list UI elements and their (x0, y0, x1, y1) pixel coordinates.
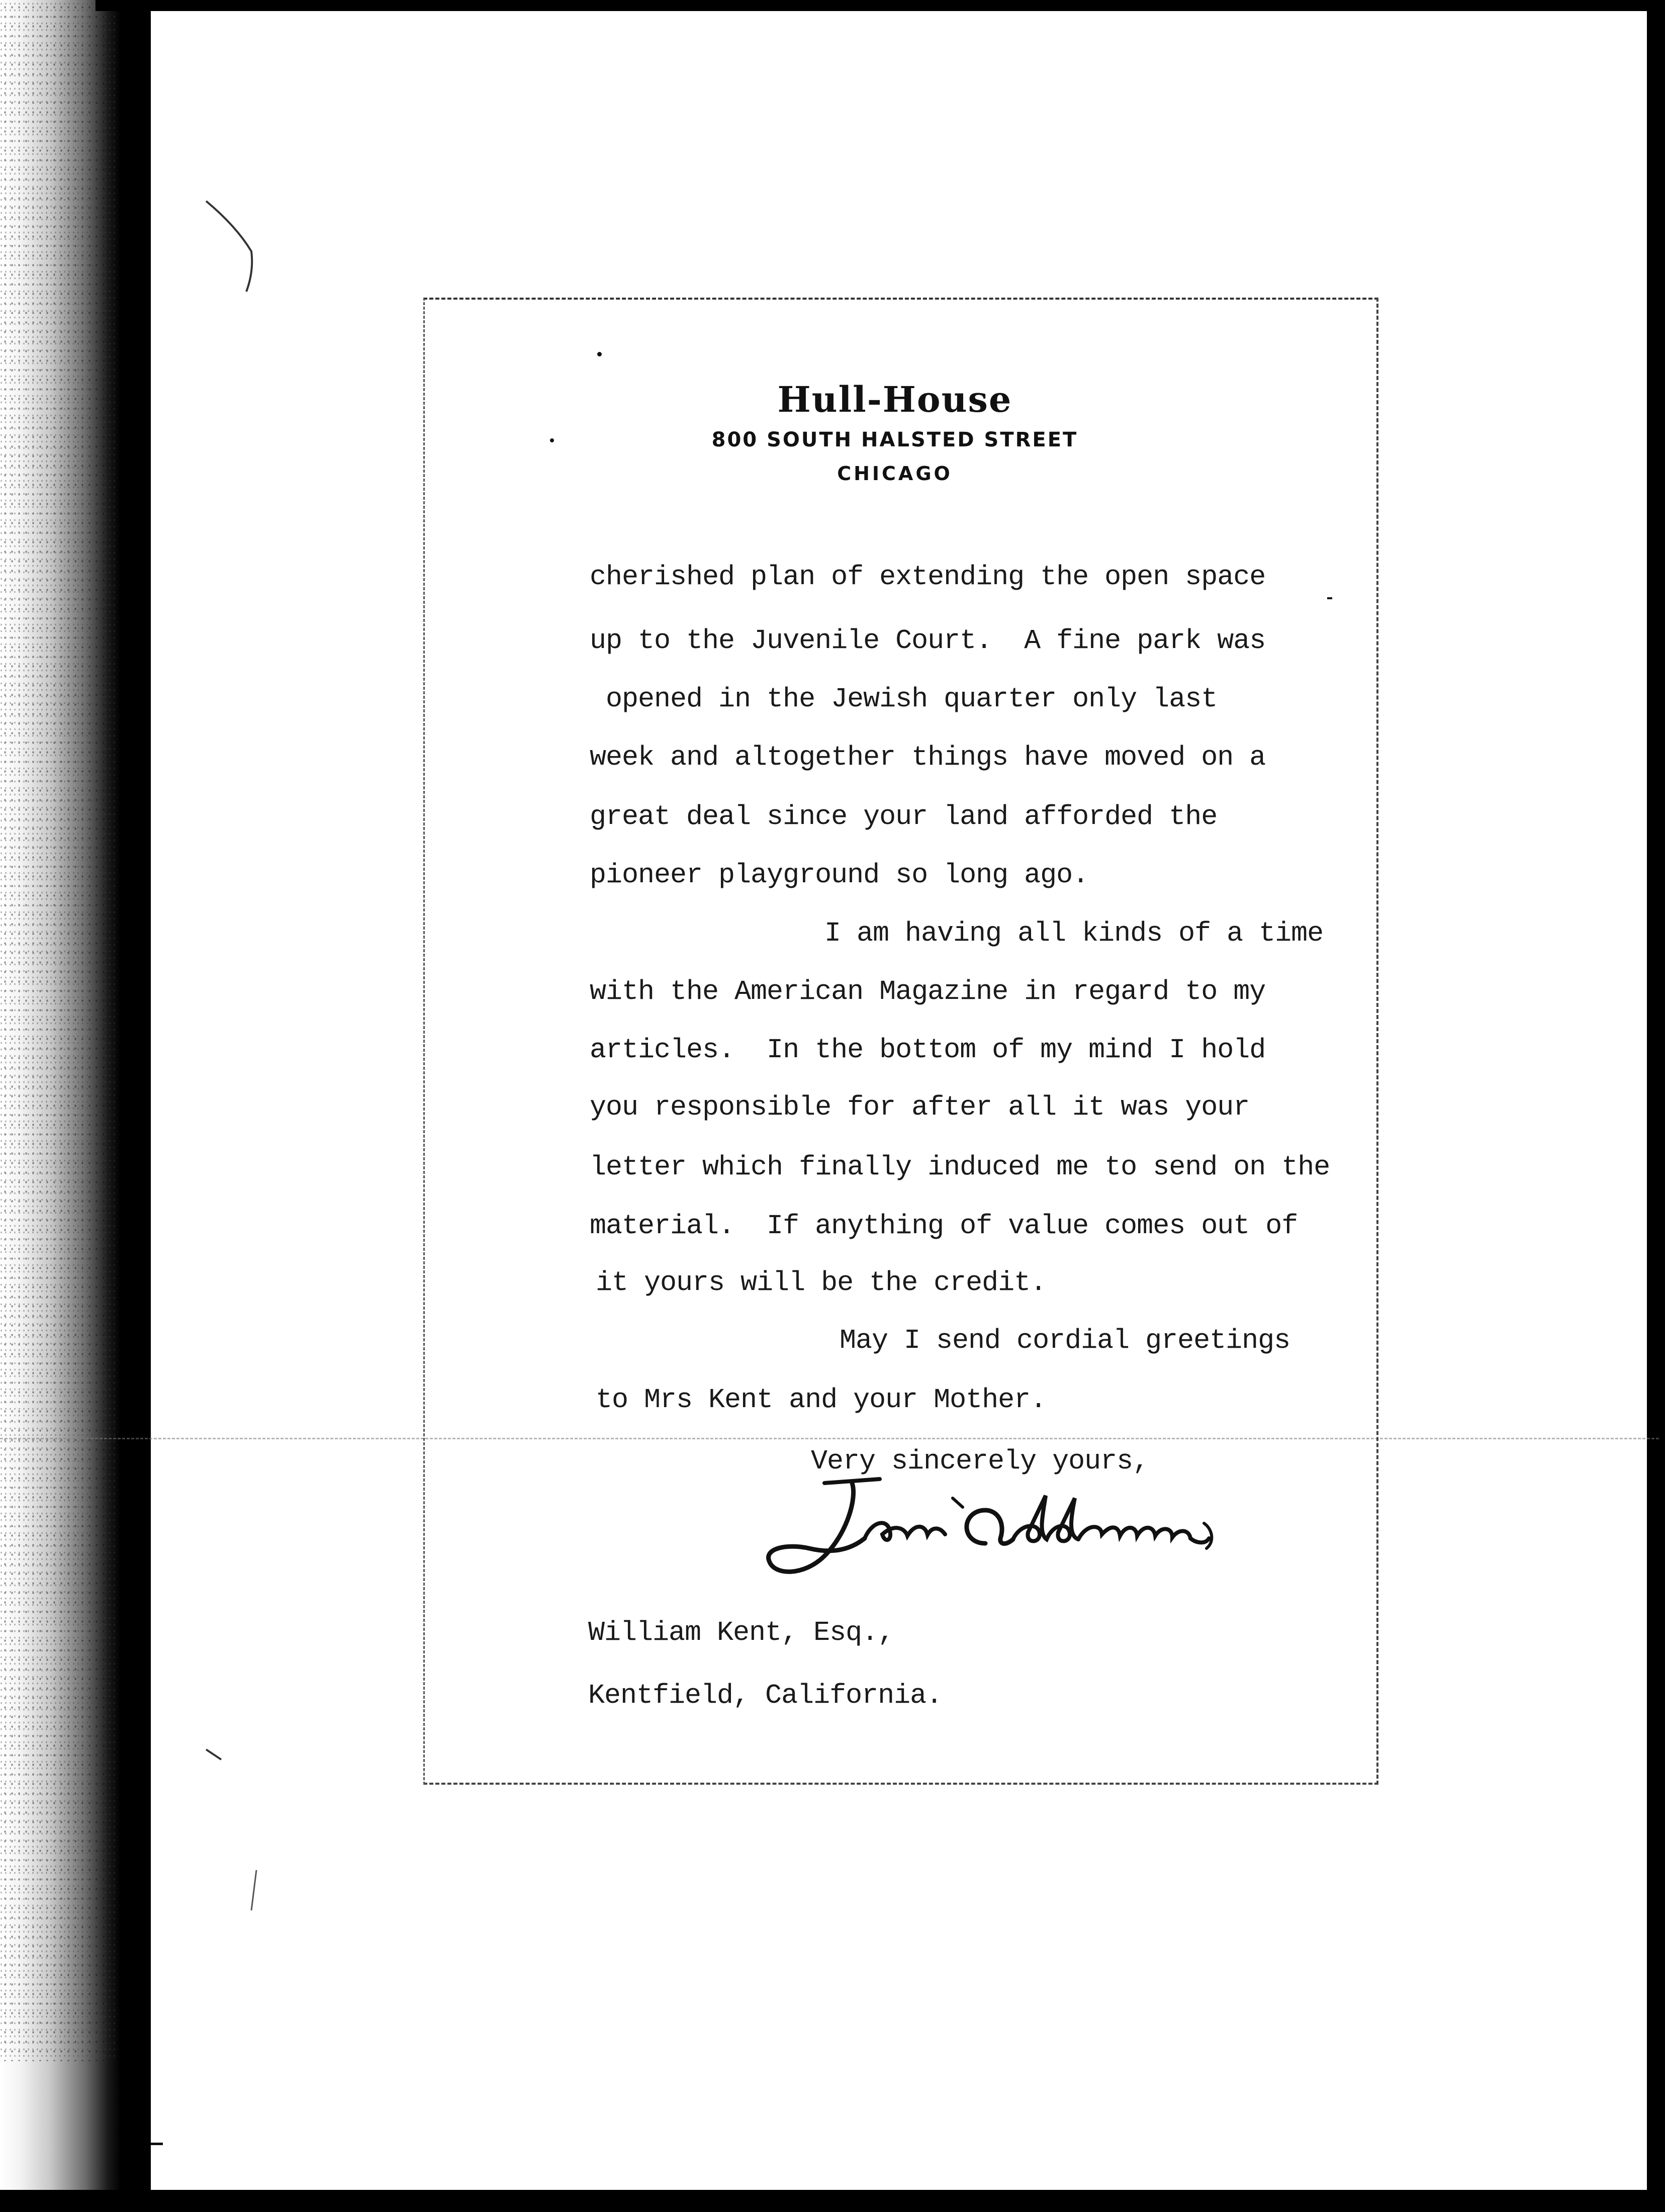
closing: Very sincerely yours, (811, 1445, 1149, 1477)
body-line: letter which finally induced me to send on the (590, 1151, 1330, 1183)
body-line: I am having all kinds of a time (824, 917, 1324, 949)
signature (764, 1468, 1247, 1589)
body-line: articles. In the bottom of my mind I hold (590, 1034, 1266, 1066)
body-line: pioneer playground so long ago. (590, 859, 1089, 891)
letterhead-street: 800 SOUTH HALSTED STREET (711, 428, 1078, 451)
body-line: material. If anything of value comes out of (590, 1210, 1298, 1242)
body-line: opened in the Jewish quarter only last (606, 683, 1218, 715)
body-line: May I send cordial greetings (840, 1325, 1290, 1356)
body-line: to Mrs Kent and your Mother. (596, 1384, 1047, 1416)
letterhead-name: Hull-House (777, 379, 1012, 420)
body-line: cherished plan of extending the open space (590, 561, 1266, 593)
recipient-location: Kentfield, California. (588, 1680, 943, 1711)
body-line: you responsible for after all it was your (590, 1091, 1250, 1123)
letterhead (694, 379, 1096, 485)
letterhead-city: CHICAGO (837, 463, 953, 485)
body-line: it yours will be the credit. (596, 1267, 1047, 1299)
body-line: great deal since your land afforded the (590, 801, 1218, 833)
recipient-name: William Kent, Esq., (588, 1617, 894, 1648)
body-line: with the American Magazine in regard to my (590, 976, 1266, 1007)
body-line: week and altogether things have moved on a (590, 742, 1266, 773)
body-line: up to the Juvenile Court. A fine park was (590, 625, 1266, 657)
